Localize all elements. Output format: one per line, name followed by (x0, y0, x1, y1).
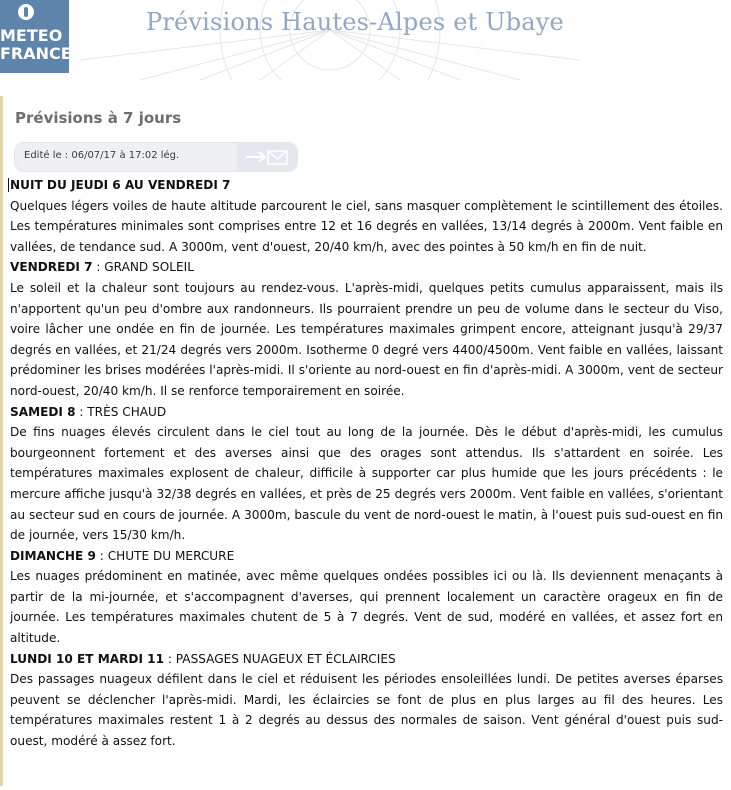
logo-text-line1: METEO (0, 26, 63, 45)
meteo-france-logo[interactable] (0, 0, 72, 73)
page-header (0, 0, 731, 80)
forecast-text: Quelques légers voiles de haute altitude parcourent le ciel, sans masquer complètement le scintillement des étoiles. Les températures minimales sont comprises entre 12 et 16 degrés en vallées, 13/14 degrés à 2000m. Vent faible en vallées, de tendance sud. A 3000m, vent d'ouest, 20/40 km/h, avec des pointes à 50 km/h en fin de nuit. (10, 198, 723, 254)
day-name: DIMANCHE 9 (10, 548, 96, 563)
forecast-text: De fins nuages élevés circulent dans le ciel tout au long de la journée. Dès le début d'après-midi, les cumulus bourgeonnent fortement et des averses ainsi que des orages sont attendus. Ils s'attardent en soirée. Les températures maximales explosent de chaleur, difficile à supporter car plus humide que les jours précédents : le mercure affiche jusqu'à 32/38 degrés en vallées, et près de 25 degrés vers 2000m. Vent faible en vallées, s'orientant au secteur sud en cours de journée. A 3000m, bascule du vent de nord-ouest le matin, à l'ouest puis sud-ouest en fin de journée, vers 15/30 km/h. (10, 425, 723, 543)
edit-date-label: Edité le : 06/07/17 à 17:02 lég. (24, 150, 180, 161)
edit-info-bar (14, 142, 298, 172)
day-summary: : TRÈS CHAUD (75, 404, 167, 419)
forecast-day-heading (10, 257, 723, 278)
arrow-envelope-icon (244, 148, 290, 166)
forecast-day-heading (10, 649, 723, 670)
day-name: NUIT DU JEUDI 6 AU VENDREDI 7 (10, 178, 231, 192)
forecast-day-heading (10, 175, 723, 196)
forecast-content (10, 175, 723, 752)
day-summary: : CHUTE DU MERCURE (95, 548, 235, 563)
day-name: SAMEDI 8 (10, 404, 76, 419)
share-email-button[interactable] (237, 143, 297, 171)
forecast-day-heading (10, 402, 723, 423)
forecast-day-heading (10, 546, 723, 567)
day-name: VENDREDI 7 (10, 260, 93, 275)
day-summary: : PASSAGES NUAGEUX ET ÉCLAIRCIES (164, 651, 396, 666)
left-accent-bar (0, 96, 3, 786)
logo-text-line2: FRANCE (0, 44, 72, 63)
page-title: Prévisions Hautes-Alpes et Ubaye (146, 8, 564, 36)
day-summary: : GRAND SOLEIL (92, 260, 194, 275)
forecast-text: Le soleil et la chaleur sont toujours au rendez-vous. L'après-midi, quelques petits cumulus apparaissent, mais ils n'apportent qu'un peu d'ombre aux randonneurs. Ils pourraient prendre un peu de volume dans le secteur du Viso, voire lâcher une ondée en fin de journée. Les températures maximales grimpent encore, atteignant jusqu'à 29/37 degrés en vallées, et 21/24 degrés vers 2000m. Isotherme 0 degré vers 4400/4500m. Vent faible en vallées, laissant prédominer les brises modérées l'après-midi. Il s'oriente au nord-ouest en fin d'après-midi. A 3000m, vent de secteur nord-ouest, 20/40 km/h. Il se renforce temporairement en soirée. (10, 280, 723, 398)
day-name: LUNDI 10 ET MARDI 11 (10, 651, 165, 666)
section-title: Prévisions à 7 jours (15, 109, 182, 127)
forecast-text: Les nuages prédominent en matinée, avec même quelques ondées possibles ici ou là. Ils deviennent menaçants à partir de la mi-journée, et s'accompagnent d'averses, qui prennent localement un caractère orageux en fin de journée. Les températures maximales chutent de 5 à 7 degrés. Vent de sud, modéré en vallées, et assez fort en altitude. (10, 569, 723, 646)
forecast-text: Des passages nuageux défilent dans le ciel et réduisent les périodes ensoleillées lundi. De petites averses éparses peuvent se déclencher l'après-midi. Mardi, les éclaircies se font de plus en plus larges au fil des heures. Les températures maximales restent 1 à 2 degrés au dessus des normales de saison. Vent général d'ouest puis sud-ouest, modéré à assez fort. (10, 672, 723, 749)
logo-emblem-icon (18, 4, 34, 20)
